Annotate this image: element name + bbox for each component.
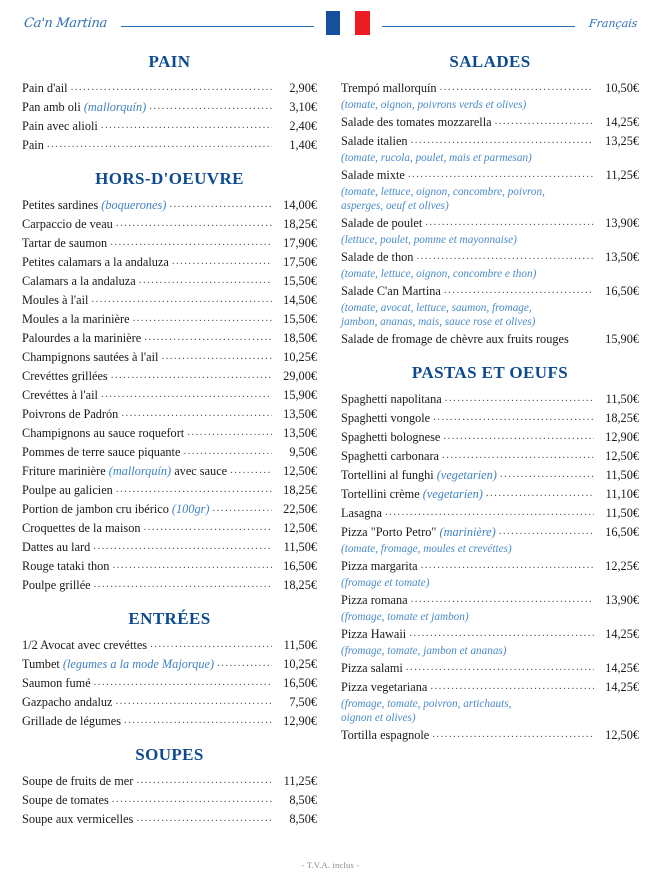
menu-item-price: 15,50€: [283, 312, 317, 326]
leader-dots: [443, 428, 594, 445]
menu-item: [22, 520, 317, 538]
menu-section: [22, 169, 317, 595]
menu-item-name: Pan amb oli (mallorquín): [22, 100, 147, 114]
menu-item-name: Spaghetti carbonara: [341, 449, 439, 463]
menu-item: [341, 429, 639, 447]
section-title: HORS-D'OEUVRE: [95, 169, 244, 188]
menu-item: [22, 792, 317, 810]
leader-dots: [213, 500, 273, 517]
menu-item-description: (fromage, tomate et jambon): [341, 611, 469, 623]
menu-item-description: (lettuce, poulet, pomme et mayonnaise): [341, 234, 517, 246]
menu-item-description: (fromage et tomate): [341, 577, 430, 589]
menu-item-price: 18,25€: [605, 411, 639, 425]
menu-item-name: Salade des tomates mozzarella: [341, 115, 492, 129]
menu-item-price: 15,90€: [605, 332, 639, 346]
menu-item-name: Champignons au sauce roquefort: [22, 426, 185, 440]
leader-dots: [500, 466, 594, 483]
menu-item-name: Carpaccio de veau: [22, 217, 113, 231]
leader-dots: [217, 655, 272, 672]
menu-item-price: 12,50€: [605, 449, 639, 463]
menu-item-note: (boquerones): [101, 198, 167, 212]
menu-item-price: 3,10€: [289, 100, 317, 114]
leader-dots: [444, 282, 594, 299]
menu-item-note: (legumes a la mode Majorque): [62, 657, 215, 671]
menu-item: [341, 679, 639, 697]
menu-item: [22, 577, 317, 595]
menu-item-price: 18,25€: [283, 483, 317, 497]
menu-item-name: Pain: [22, 138, 44, 152]
menu-item-name: Tumbet (legumes a la mode Majorque): [22, 657, 215, 671]
menu-item-note: (marinière): [439, 525, 496, 539]
leader-dots: [112, 791, 272, 808]
menu-item-name: Gazpacho andaluz: [22, 695, 113, 709]
menu-item-name: Pizza Hawaii: [341, 627, 407, 641]
leader-dots: [409, 625, 594, 642]
section-title: SALADES: [449, 52, 531, 71]
menu-item-name: Pizza "Porto Petro" (marinière): [341, 525, 496, 539]
leader-dots: [430, 678, 594, 695]
leader-dots: [116, 481, 272, 498]
menu-item-price: 13,50€: [283, 426, 317, 440]
menu-item-name: Salade C'an Martina: [341, 284, 441, 298]
menu-item: [22, 501, 317, 519]
leader-dots: [136, 810, 272, 827]
menu-item-price: 16,50€: [283, 559, 317, 573]
menu-item: [22, 197, 317, 215]
restaurant-logo: Ca'n Martina: [23, 15, 108, 31]
menu-item-price: 2,90€: [289, 81, 317, 95]
menu-item-name: Petites calamars a la andaluza: [22, 255, 169, 269]
menu-item-name: Soupe aux vermicelles: [22, 812, 134, 826]
page-header: [0, 0, 661, 40]
menu-item-price: 11,10€: [605, 487, 639, 501]
menu-item-price: 7,50€: [289, 695, 317, 709]
leader-dots: [411, 132, 594, 149]
menu-item-description-line2: jambon, ananas, mais, sauce rose et olives): [341, 316, 536, 328]
leader-dots: [406, 659, 594, 676]
leader-dots: [411, 591, 594, 608]
menu-item: [341, 391, 639, 409]
leader-dots: [110, 234, 272, 251]
header-rule-left: [121, 26, 314, 27]
menu-column-left: [22, 44, 327, 831]
menu-item-price: 15,90€: [283, 388, 317, 402]
menu-item: [22, 811, 317, 829]
leader-dots: [101, 386, 272, 403]
menu-item: [22, 118, 317, 136]
menu-item-price: 18,25€: [283, 578, 317, 592]
menu-item-name: Pizza romana: [341, 593, 408, 607]
leader-dots: [187, 424, 272, 441]
leader-dots: [169, 196, 272, 213]
menu-item: [22, 273, 317, 291]
menu-item-name: Pain avec alioli: [22, 119, 98, 133]
leader-dots: [499, 523, 594, 540]
menu-item: [341, 80, 639, 98]
menu-item: [341, 114, 639, 132]
leader-dots: [432, 726, 594, 743]
menu-item-name: Tortellini crème (vegetarien): [341, 487, 483, 501]
leader-dots: [385, 504, 594, 521]
menu-section: [341, 363, 639, 745]
menu-section: [22, 745, 317, 829]
menu-item-price: 11,50€: [283, 540, 317, 554]
menu-item: [22, 773, 317, 791]
menu-item-name: Rouge tataki thon: [22, 559, 110, 573]
leader-dots: [161, 348, 272, 365]
leader-dots: [421, 557, 594, 574]
leader-dots: [91, 291, 272, 308]
menu-item: [22, 311, 317, 329]
menu-item: [341, 133, 639, 151]
leader-dots: [133, 310, 272, 327]
menu-item-price: 18,50€: [283, 331, 317, 345]
leader-dots: [112, 557, 272, 574]
menu-item-note: (mallorquín): [108, 464, 172, 478]
leader-dots: [183, 443, 272, 460]
menu-item-name: Moules à l'ail: [22, 293, 89, 307]
menu-item: [22, 444, 317, 462]
menu-item-name: Poulpe grillée: [22, 578, 91, 592]
menu-item-name: Poivrons de Padrón: [22, 407, 119, 421]
menu-item-name: Poulpe au galicien: [22, 483, 113, 497]
menu-item-description: (tomate, fromage, moules et crevéttes): [341, 543, 512, 555]
menu-item: [22, 137, 317, 155]
menu-item-name: Salade de thon: [341, 250, 414, 264]
menu-item: [341, 467, 639, 485]
menu-item: [341, 410, 639, 428]
menu-item-price: 14,50€: [283, 293, 317, 307]
leader-dots: [121, 405, 272, 422]
menu-item: [341, 486, 639, 504]
section-title: SOUPES: [135, 745, 204, 764]
menu-columns: [0, 40, 661, 831]
menu-item: [341, 331, 639, 349]
leader-dots: [433, 409, 594, 426]
menu-item-price: 11,50€: [605, 468, 639, 482]
menu-item-name: Croquettes de la maison: [22, 521, 141, 535]
language-label: Français: [587, 16, 638, 30]
menu-column-right: [327, 44, 639, 831]
menu-item-description: (tomate, lettuce, oignon, concombre, poivron, asperges, oeuf et olives): [341, 185, 621, 213]
menu-section: [341, 52, 639, 349]
leader-dots: [136, 772, 272, 789]
leader-dots: [94, 576, 272, 593]
leader-dots: [445, 390, 594, 407]
menu-item-name: Friture marinière (mallorquín) avec sauce: [22, 464, 228, 478]
menu-item-price: 12,90€: [605, 430, 639, 444]
menu-item-name: Pain d'ail: [22, 81, 68, 95]
menu-item-price: 8,50€: [289, 793, 317, 807]
menu-item: [341, 215, 639, 233]
menu-item: [22, 99, 317, 117]
menu-item-price: 12,25€: [605, 559, 639, 573]
menu-item-price: 10,25€: [283, 657, 317, 671]
menu-item: [22, 713, 317, 731]
menu-item: [341, 249, 639, 267]
menu-item-name: Pommes de terre sauce piquante: [22, 445, 181, 459]
menu-item-price: 16,50€: [283, 676, 317, 690]
leader-dots: [440, 79, 594, 96]
menu-item-name: Saumon fumé: [22, 676, 91, 690]
menu-item-price: 15,50€: [283, 274, 317, 288]
header-rule-right: [382, 26, 575, 27]
menu-item: [22, 482, 317, 500]
leader-dots: [116, 215, 272, 232]
menu-item-name: Pizza vegetariana: [341, 680, 428, 694]
leader-dots: [94, 674, 272, 691]
menu-item-name: Pizza salami: [341, 661, 403, 675]
menu-item-note: (vegetarien): [422, 487, 483, 501]
menu-item-price: 8,50€: [289, 812, 317, 826]
leader-dots: [124, 712, 272, 729]
menu-item: [22, 463, 317, 481]
menu-item-name: 1/2 Avocat avec crevéttes: [22, 638, 148, 652]
menu-item-price: 10,50€: [605, 81, 639, 95]
menu-item-description: (tomate, lettuce, oignon, concombre e thon): [341, 268, 537, 280]
leader-dots: [486, 485, 594, 502]
menu-item-price: 16,50€: [605, 525, 639, 539]
menu-item-price: 11,25€: [605, 168, 639, 182]
menu-item: [22, 216, 317, 234]
menu-item-price: 9,50€: [289, 445, 317, 459]
menu-item-description: (tomate, avocat, lettuce, saumon, fromage, jambon, ananas, mais, sauce rose et olives): [341, 301, 621, 329]
leader-dots: [144, 329, 272, 346]
menu-item-name: Portion de jambon cru ibérico (100gr): [22, 502, 210, 516]
menu-item: [22, 292, 317, 310]
menu-item-name: Pizza margarita: [341, 559, 418, 573]
menu-item-name: Soupe de fruits de mer: [22, 774, 134, 788]
menu-item-price: 11,50€: [605, 392, 639, 406]
menu-item: [341, 448, 639, 466]
menu-item-price: 11,50€: [283, 638, 317, 652]
menu-item-name: Petites sardines (boquerones): [22, 198, 167, 212]
menu-item-name: Tartar de saumon: [22, 236, 108, 250]
menu-item-description-line2: oignon et olives): [341, 712, 416, 724]
menu-item: [22, 539, 317, 557]
leader-dots: [230, 462, 272, 479]
menu-item-name: Spaghetti napolitana: [341, 392, 442, 406]
leader-dots: [416, 248, 594, 265]
menu-item-name: Soupe de tomates: [22, 793, 109, 807]
menu-item: [22, 349, 317, 367]
menu-item: [341, 167, 639, 185]
menu-item-price: 13,90€: [605, 216, 639, 230]
menu-item-price: 13,25€: [605, 134, 639, 148]
menu-item-description: (fromage, tomate, jambon et ananas): [341, 645, 507, 657]
menu-item: [22, 675, 317, 693]
menu-item-price: 12,50€: [283, 464, 317, 478]
leader-dots: [144, 519, 272, 536]
leader-dots: [425, 214, 594, 231]
menu-item-name: Salade de poulet: [341, 216, 423, 230]
leader-dots: [408, 166, 594, 183]
menu-section: [22, 52, 317, 155]
menu-item: [22, 656, 317, 674]
menu-item-price: 29,00€: [283, 369, 317, 383]
menu-item-price: 13,50€: [605, 250, 639, 264]
menu-item-name: Grillade de légumes: [22, 714, 122, 728]
menu-item-price: 14,25€: [605, 627, 639, 641]
leader-dots: [71, 79, 272, 96]
menu-item-name: Champignons sautées à l'ail: [22, 350, 159, 364]
menu-item: [22, 558, 317, 576]
menu-item-description-line2: asperges, oeuf et olives): [341, 200, 449, 212]
menu-item-name: Lasagna: [341, 506, 382, 520]
menu-item-name: Salade italien: [341, 134, 408, 148]
menu-item: [22, 80, 317, 98]
leader-dots: [495, 113, 594, 130]
menu-item-note: (mallorquín): [83, 100, 147, 114]
menu-item: [22, 406, 317, 424]
menu-item-price: 12,50€: [605, 728, 639, 742]
section-title: PAIN: [148, 52, 191, 71]
section-title: PASTAS ET OEUFS: [411, 363, 569, 382]
menu-item: [341, 283, 639, 301]
menu-item: [22, 254, 317, 272]
menu-item-price: 14,00€: [283, 198, 317, 212]
menu-item-price: 17,50€: [283, 255, 317, 269]
french-flag-icon: [326, 11, 370, 35]
menu-item: [341, 727, 639, 745]
leader-dots: [172, 253, 272, 270]
leader-dots: [115, 693, 272, 710]
menu-item-description: (tomate, rucola, poulet, mais et parmesan): [341, 152, 532, 164]
leader-dots: [101, 117, 272, 134]
menu-item-name: Palourdes a la marinière: [22, 331, 142, 345]
menu-item-name: Calamars a la andaluza: [22, 274, 136, 288]
leader-dots: [111, 367, 272, 384]
menu-item-name: Crevéttes à l'ail: [22, 388, 98, 402]
leader-dots: [149, 98, 272, 115]
menu-item-price: 10,25€: [283, 350, 317, 364]
menu-item-price: 14,25€: [605, 680, 639, 694]
menu-item: [22, 368, 317, 386]
menu-item-name: Moules a la marinière: [22, 312, 130, 326]
menu-item: [22, 387, 317, 405]
leader-dots: [139, 272, 272, 289]
menu-item-price: 18,25€: [283, 217, 317, 231]
tax-notice: - T.V.A. inclus -: [301, 860, 360, 870]
leader-dots: [93, 538, 272, 555]
menu-item-name: Tortellini al funghi (vegetarien): [341, 468, 497, 482]
menu-item-price: 16,50€: [605, 284, 639, 298]
menu-item-name: Dattes au lard: [22, 540, 91, 554]
menu-item: [22, 694, 317, 712]
menu-item: [22, 330, 317, 348]
leader-dots: [47, 136, 272, 153]
menu-item-price: 13,90€: [605, 593, 639, 607]
menu-item: [22, 235, 317, 253]
menu-item-name: Trempó mallorquín: [341, 81, 437, 95]
section-title: ENTRÉES: [128, 609, 211, 628]
menu-item-description: (tomate, oignon, poivrons verds et olives): [341, 99, 527, 111]
menu-item: [341, 592, 639, 610]
menu-item-name: Tortilla espagnole: [341, 728, 430, 742]
menu-item-name: Salade de fromage de chèvre aux fruits rouges: [341, 332, 569, 346]
menu-item-note: (vegetarien): [436, 468, 497, 482]
menu-item-price: 2,40€: [289, 119, 317, 133]
menu-item: [341, 505, 639, 523]
menu-item-price: 13,50€: [283, 407, 317, 421]
menu-item-description: (fromage, tomate, poivron, artichauts, oignon et olives): [341, 697, 621, 725]
menu-item-price: 11,25€: [283, 774, 317, 788]
menu-item-name: Crevéttes grillées: [22, 369, 108, 383]
menu-item-price: 1,40€: [289, 138, 317, 152]
menu-item: [22, 637, 317, 655]
menu-item-name: Salade mixte: [341, 168, 405, 182]
menu-item-price: 17,90€: [283, 236, 317, 250]
leader-dots: [150, 636, 272, 653]
menu-item-price: 12,90€: [283, 714, 317, 728]
menu-item: [341, 524, 639, 542]
menu-item-price: 12,50€: [283, 521, 317, 535]
menu-item: [22, 425, 317, 443]
menu-item: [341, 558, 639, 576]
menu-item: [341, 626, 639, 644]
menu-item-price: 14,25€: [605, 661, 639, 675]
menu-section: [22, 609, 317, 731]
menu-item-name: Spaghetti vongole: [341, 411, 431, 425]
leader-dots: [442, 447, 594, 464]
menu-item-price: 11,50€: [605, 506, 639, 520]
menu-item-price: 22,50€: [283, 502, 317, 516]
menu-item-note: (100gr): [171, 502, 210, 516]
menu-item-name: Spaghetti bolognese: [341, 430, 441, 444]
menu-item: [341, 660, 639, 678]
menu-item-price: 14,25€: [605, 115, 639, 129]
